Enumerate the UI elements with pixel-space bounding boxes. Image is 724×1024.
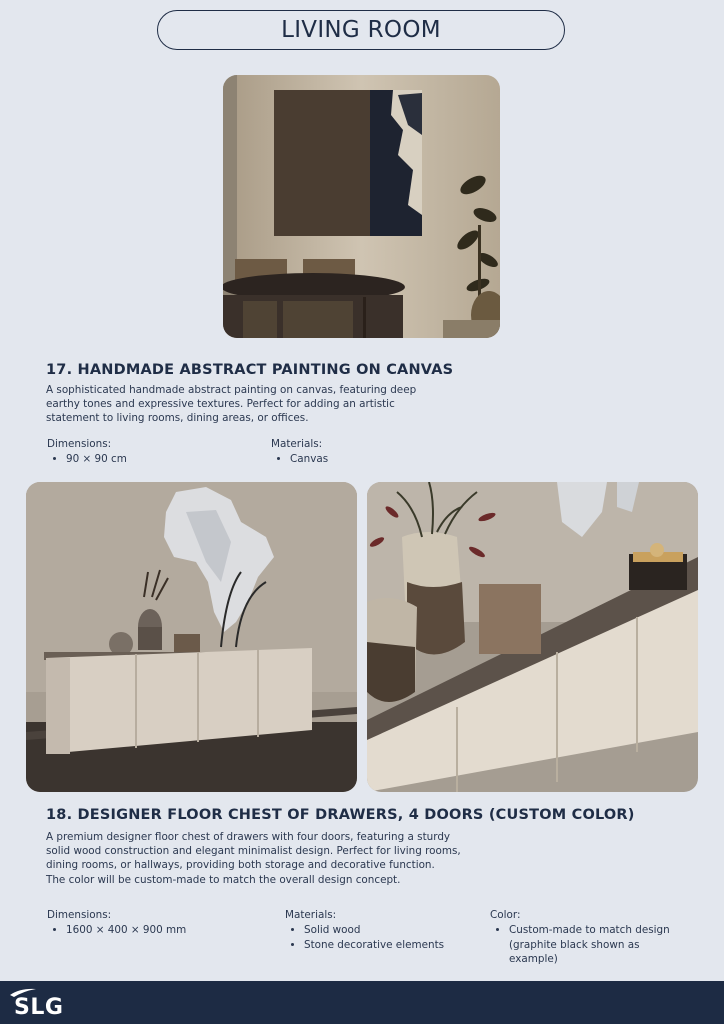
footer-bar: [0, 981, 724, 1024]
chest-photo-closeup: [367, 482, 698, 792]
item18-dimensions-value: • 1600 × 400 × 900 mm: [66, 923, 186, 937]
item18-dimensions-label: Dimensions:: [47, 909, 112, 921]
item17-materials-value: • Canvas: [290, 452, 328, 466]
item17-description-text: A sophisticated handmade abstract painting on canvas, featuring deep earthy tones and expressive textures. Perfect for adding an artistic statement to living rooms, dining areas, or offices.: [46, 384, 417, 425]
item17-materials: [271, 437, 328, 467]
chest-photo-wide: [26, 482, 357, 792]
footer-logo: SLG: [14, 995, 64, 1020]
item18-materials-value: • Solid wood: [304, 923, 444, 937]
item18-color-value: • Custom-made to match design (graphite black shown as example): [509, 923, 690, 966]
item18-heading: 18. DESIGNER FLOOR CHEST OF DRAWERS, 4 DOORS (CUSTOM COLOR): [46, 807, 635, 823]
item18-description-note: The color will be custom-made to match the overall design concept.: [46, 873, 401, 886]
page-title: LIVING ROOM: [157, 10, 565, 50]
painting-photo: [223, 75, 500, 338]
item18-color: [490, 908, 690, 967]
item17-dimensions: [47, 437, 127, 467]
item18-materials: [285, 908, 444, 952]
item18-dimensions: [47, 908, 186, 938]
item18-color-label: Color:: [490, 909, 521, 921]
item17-description: [46, 383, 446, 426]
item17-heading: 17. HANDMADE ABSTRACT PAINTING ON CANVAS: [46, 362, 454, 378]
item18-materials-value: • Stone decorative elements: [304, 938, 444, 952]
item18-description: [46, 830, 466, 887]
item17-dimensions-value: • 90 × 90 cm: [66, 452, 127, 466]
item18-materials-label: Materials:: [285, 909, 337, 921]
item18-description-text: A premium designer floor chest of drawers with four doors, featuring a sturdy solid wood construction and elegant minimalist design. Perfect for living rooms, dining rooms, or hallways, providing both storage and decorative function.: [46, 831, 461, 872]
item17-materials-label: Materials:: [271, 438, 323, 450]
item17-dimensions-label: Dimensions:: [47, 438, 112, 450]
